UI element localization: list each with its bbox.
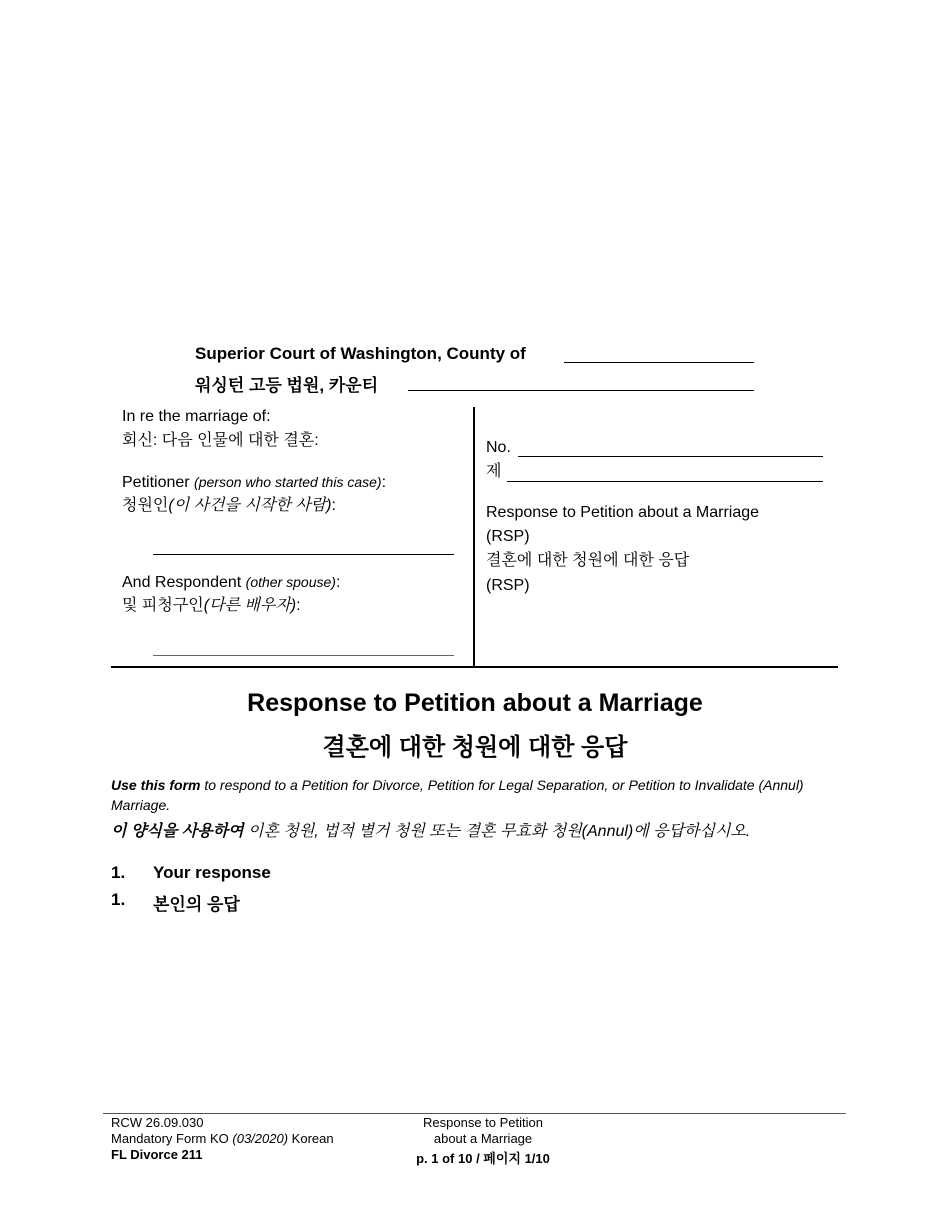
county-blank-ko[interactable] — [408, 390, 754, 391]
respondent-name-blank[interactable] — [153, 655, 454, 656]
instructions-en: Use this form to respond to a Petition for Divorce, Petition for Legal Separation, or Petition to Invalidate (Annul) Marriage. — [111, 777, 804, 813]
doc-code-ko: (RSP) — [486, 577, 530, 594]
petitioner-label-ko: 청원인(이 사건을 시작한 사람): — [122, 497, 336, 514]
doc-title-ko: 결혼에 대한 청원에 대한 응답 — [486, 552, 690, 569]
case-number-label: No. — [486, 439, 511, 456]
case-number-blank[interactable] — [518, 456, 823, 457]
respondent-note-ko: (다른 배우자) — [203, 597, 297, 614]
instructions-lead-ko: 이 양식을 사용하여 — [111, 823, 244, 840]
section-title: Your response — [153, 863, 271, 882]
petitioner-label: Petitioner (person who started this case): — [122, 474, 387, 491]
respondent-note: (other spouse) — [245, 574, 336, 590]
footer-rule — [103, 1113, 846, 1114]
doc-title-en: Response to Petition about a Marriage — [486, 504, 760, 521]
footer-center-line2: about a Marriage — [433, 1131, 533, 1146]
petitioner-note: (person who started this case) — [194, 474, 382, 490]
county-blank-en[interactable] — [564, 362, 754, 363]
caption-vertical-divider — [473, 407, 475, 666]
section-heading-ko: 1. — [111, 890, 126, 909]
footer-mandatory: Mandatory Form KO (03/2020) Korean — [111, 1131, 334, 1146]
section-title-ko: 본인의 응답 — [153, 895, 240, 914]
caption-bottom-rule — [111, 666, 838, 668]
form-title-en: Response to Petition about a Marriage — [247, 689, 703, 717]
footer-form-id: FL Divorce 211 — [111, 1147, 203, 1162]
court-name-ko: 워싱턴 고등 법원, 카운티 — [195, 376, 379, 395]
doc-code-en: (RSP) — [486, 528, 530, 545]
in-re-label-ko: 회신: 다음 인물에 대한 결혼: — [122, 432, 319, 449]
footer-page-number: p. 1 of 10 / 페이지 1/10 — [416, 1151, 550, 1166]
form-title-ko: 결혼에 대한 청원에 대한 응답 — [322, 734, 628, 761]
instructions-ko: 이 양식을 사용하여 이혼 청원, 법적 별거 청원 또는 결혼 무효화 청원(Annul)에 응답하십시오. — [111, 823, 751, 840]
footer-left — [111, 1115, 334, 1163]
case-number-label-ko: 제 — [486, 463, 502, 480]
instructions-lead: Use this form — [111, 777, 201, 793]
court-name-en: Superior Court of Washington, County of — [195, 344, 526, 363]
respondent-label: And Respondent (other spouse): — [122, 574, 341, 591]
footer-center — [383, 1115, 583, 1167]
section-heading: 1. — [111, 863, 126, 882]
case-number-blank-ko[interactable] — [507, 481, 823, 482]
petitioner-note-ko: (이 사건을 시작한 사람) — [168, 497, 332, 514]
in-re-label: In re the marriage of: — [122, 408, 271, 425]
respondent-label-ko: 및 피청구인(다른 배우자): — [122, 597, 301, 614]
footer-center-line1: Response to Petition — [423, 1115, 543, 1130]
footer-rcw: RCW 26.09.030 — [111, 1115, 204, 1130]
petitioner-name-blank[interactable] — [153, 554, 454, 555]
